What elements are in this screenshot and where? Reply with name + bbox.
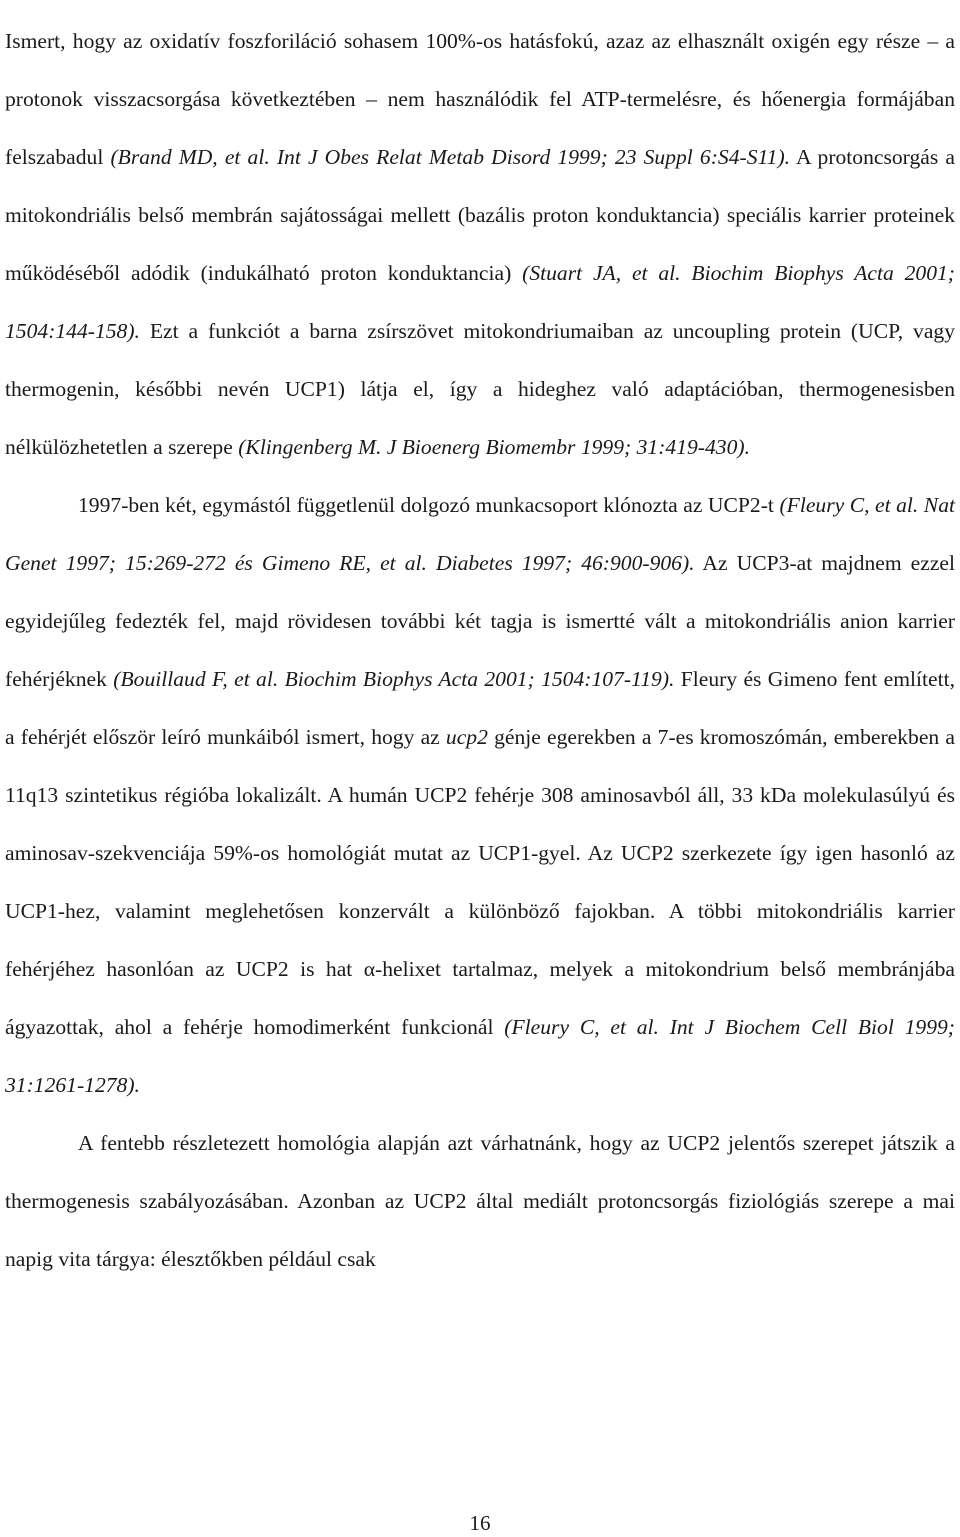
body-text: Ismert, hogy az oxidatív foszforiláció sohasem 100%-os hatásfokú, azaz az elhasznált oxigén egy része – a protonok visszacsorgása következtében – nem használódik fel ATP-termelésre, és hőenergia formájában felszabadul [5,29,955,169]
citation-text: (Brand MD, et al. Int J Obes Relat Metab Disord 1999; 23 Suppl 6:S4-S11). [110,145,791,169]
paragraph-2 [5,476,955,1114]
body-text: génje egerekben a 7-es kromoszómán, emberekben a 11q13 szintetikus régióba lokalizált. A humán UCP2 fehérje 308 aminosavból áll, 33 kDa molekulasúlyú és aminosav-szekvenciája 59%-os homológiát mutat az UCP1-gyel. Az UCP2 szerkezete így igen hasonló az UCP1-hez, valamint meglehetősen konzervált a különböző fajokban. A többi mitokondriális karrier fehérjéhez hasonlóan az UCP2 is hat α-helixet tartalmaz, melyek a mitokondrium belső membránjába ágyazottak, ahol a fehérje homodimerként funkcionál [5,725,955,1039]
paragraph-3 [5,1114,955,1288]
paragraph-1 [5,0,955,476]
body-text: Ezt a funkciót a barna zsírszövet mitokondriumaiban az uncoupling protein (UCP, vagy thermogenin, későbbi nevén UCP1) látja el, így a hideghez való adaptációban, thermogenesisben nélkülözhetetlen a szerepe [5,319,955,459]
citation-text: (Fleury C, et al. Int J Biochem Cell Biol 1999; 31:1261-1278). [5,1015,955,1097]
page-number: 16 [469,1511,491,1535]
body-text: Fleury és Gimeno fent említett, a fehérjét először leíró munkáiból ismert, hogy az [5,667,956,749]
body-text: A fentebb részletezett homológia alapján azt várhatnánk, hogy az UCP2 jelentős szerepet játszik a thermogenesis szabályozásában. Azonban az UCP2 által mediált protoncsorgás fiziológiás szerepe a mai napig vita tárgya: élesztőkben például csak [5,1131,955,1271]
citation-text: (Bouillaud F, et al. Biochim Biophys Acta 2001; 1504:107-119). [113,667,675,691]
document-page [5,0,955,1288]
body-text: 1997-ben két, egymástól függetlenül dolgozó munkacsoport klónozta az UCP2-t [78,493,780,517]
body-text: Az UCP3-at majdnem ezzel egyidejűleg fedezték fel, majd rövidesen további két tagja is ismertté vált a mitokondriális anion karrier fehérjéknek [5,551,956,691]
citation-text: (Klingenberg M. J Bioenerg Biomembr 1999; 31:419-430). [238,435,750,459]
body-text: A protoncsorgás a mitokondriális belső membrán sajátosságai mellett (bazális proton konduktancia) speciális karrier proteinek működéséből adódik (indukálható proton konduktancia) [5,145,955,285]
citation-text: (Stuart JA, et al. Biochim Biophys Acta 2001; 1504:144-158). [5,261,955,343]
citation-text: (Fleury C, et al. Nat Genet 1997; 15:269-272 és Gimeno RE, et al. Diabetes 1997; 46:900-906). [5,493,955,575]
citation-text: ucp2 [445,725,488,749]
